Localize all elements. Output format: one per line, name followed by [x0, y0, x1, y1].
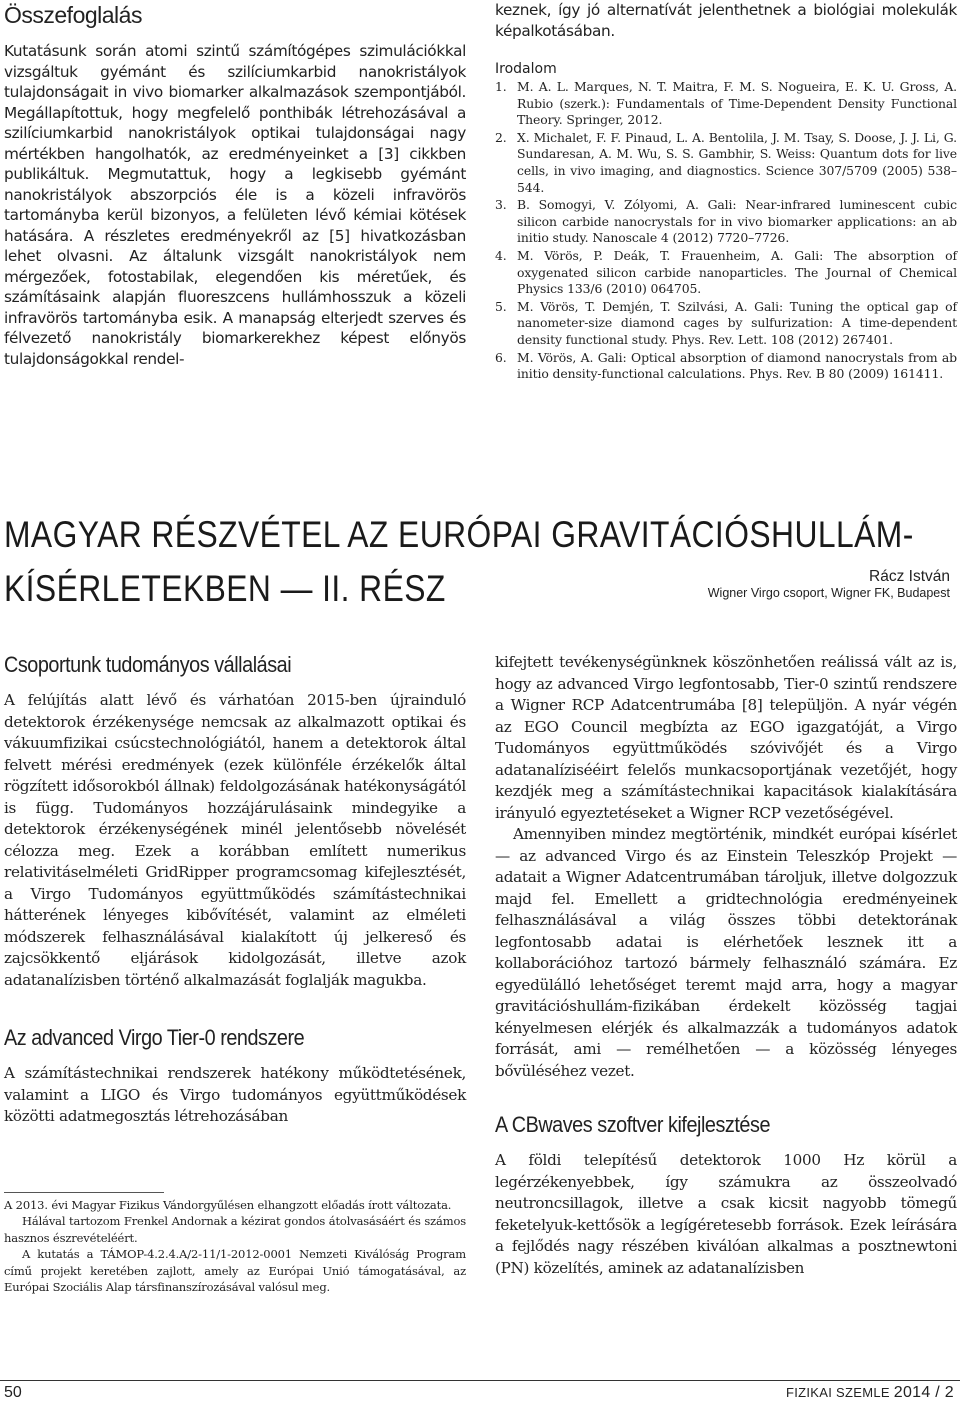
section-text: kifejtett tevékenységünknek köszönhetően reálissá vált az is, hogy az advanced Virgo legfontosabb, Tier-0 szintű rendszere a Wigner RCP Adatcentrumába [8] települjön. A nyár végén az EGO Council megbízta az EGO igazgatóját, a Virgo Tudományos együttműködés szóvivőjét és a Virgo adatanalízisééirt felelős munkacsoportjának vezetőjét, hogy kezdjék meg a számítástechnikai kapacitások kialakítására irányuló egyeztetéseket a Wigner RCP vezetőségével. [495, 653, 957, 822]
author-affiliation: Wigner Virgo csoport, Wigner FK, Budapest [707, 586, 950, 600]
references-heading: Irodalom [495, 61, 557, 77]
journal-name: FIZIKAI SZEMLE [785, 1385, 890, 1400]
reference-text: B. Somogyi, V. Zólyomi, A. Gali: Near-infrared luminescent cubic silicon carbide nanocrystals for in vivo biomarker applications: an ab initio study. Nanoscale 4 (2012) 7720–7726. [517, 197, 957, 246]
article-left-column [4, 652, 466, 1128]
reference-text: X. Michalet, F. F. Pinaud, L. A. Bentolila, J. M. Tsay, S. Doose, J. J. Li, G. Sundaresan, A. M. Wu, S. S. Gambhir, S. Weiss: Quantum dots for live cells, in vivo imaging, and diagnostics. Science 307/5709 (2005) 538–544. [517, 129, 957, 195]
footnote-text: A 2013. évi Magyar Fizikus Vándorgyűlésen elhangzott előadás írott változata. [4, 1198, 452, 1212]
reference-text: M. A. L. Marques, N. T. Maitra, F. M. S. Nogueira, E. K. U. Gross, A. Rubio (szerk.): Fundamentals of Time-Dependent Density Functional Theory. Springer, 2012. [517, 79, 957, 128]
reference-item [495, 79, 957, 129]
reference-number: 1. [495, 79, 507, 94]
references-column [495, 0, 957, 384]
reference-item [495, 130, 957, 196]
section-text: A felújítás alatt lévő és várhatóan 2015-ben újrainduló detektorok érzékenysége nemcsak az alkalmazott optikai és vákuumfizikai csúcstechnológiától, hanem a detektorok által felvett mérési eredmények (ezek különféle érzékelők által rögzített idősorokból állnak) feldolgozásának hatékonyságától is függ. Tudományos hozzájárulásaink mindegyike a detektorok érzékenységének minél jelentősebb növelését célozza meg. Ezek a korábban említett numerikus relativitáselméleti GridRipper programcsomag kifejlesztését, a Virgo Tudományos együttműködés számítástechnikai hátterének lényeges kibővítését, valamint az elméleti módszerek felhasználásával kialakított új jelkereső és zajcsökkentő eljárások kidolgozását, illetve azok adatanalízisben történő alkalmazását foglalják magukba. [4, 691, 466, 989]
reference-number: 4. [495, 247, 507, 263]
reference-number: 2. [495, 129, 507, 145]
reference-text: M. Vörös, A. Gali: Optical absorption of diamond nanocrystals from ab initio density-functional calculations. Phys. Rev. B 80 (2009) 161411. [517, 349, 957, 382]
section-text: A számítástechnikai rendszerek hatékony működtetésének, valamint a LIGO és Virgo tudományos együttműködések közötti adatmegosztás létrehozásában [4, 1064, 466, 1125]
summary-continuation: keznek, így jó alternatívát jelenthetnek a biológiai molekulák képalkotásában. [495, 1, 957, 40]
footer-rule [0, 1380, 960, 1381]
reference-item [495, 248, 957, 298]
reference-number: 5. [495, 298, 507, 314]
journal-footer [786, 1384, 954, 1402]
reference-item [495, 197, 957, 247]
author-block [708, 568, 950, 600]
author-name: Rácz István [869, 568, 950, 585]
reference-item [495, 299, 957, 349]
footnote-text: Hálával tartozom Frenkel Andornak a kézirat gondos átolvasásáért és számos hasznos észrevételéért. [4, 1214, 466, 1245]
footnote-text: A kutatás a TÁMOP-4.2.4.A/2-11/1-2012-0001 Nemzeti Kiválóság Program című projekt keretében zajlott, amely az Európai Unió támogatásával, az Európai Szociális Alap társfinanszírozásával valósul meg. [4, 1247, 466, 1295]
section-heading: A CBwaves szoftver kifejlesztése [495, 1112, 771, 1137]
reference-number: 6. [495, 349, 507, 365]
article-right-column [495, 652, 957, 1279]
article-title-line-1: MAGYAR RÉSZVÉTEL AZ EURÓPAI GRAVITÁCIÓSHULLÁM- [4, 514, 914, 555]
section-heading: Csoportunk tudományos vállalásai [4, 652, 292, 677]
journal-issue: 2014 / 2 [893, 1384, 954, 1401]
footnote-divider [4, 1192, 164, 1193]
page-number: 50 [4, 1384, 22, 1401]
summary-column [4, 0, 466, 369]
section-text: Amennyiben mindez megtörténik, mindkét európai kísérlet — az advanced Virgo és az Einstein Teleszkóp Projekt — adatait a Wigner Adatcentrumában tároljuk, illetve dolgozzuk majd fel. Emellett a gridtechnológia eredményeinek felhasználásával a világ összes többi detektorának legfontosabb adatai is elérhetőek lesznek itt a kollaborációhoz tartozó bármely felhasználó számára. Ez egyedülálló lehetőséget teremt majd arra, hogy a magyar gravitációshullám-fizikában érdekelt közösség tagjai kényelmesen elérjék és alkalmazzák a tudományos adatok forrását, ami — remélhetően — a közösség lényeges bővüléséhez vezet. [495, 825, 957, 1080]
section-text: A földi telepítésű detektorok 1000 Hz körül a legérzékenyebbek, így számukra az összeolvadó neutroncsillagok, illetve a csak kicsit nagyobb tömegű feketelyuk-kettősök a legígéretesebb források. Ezek leírására a fejlődés nagy részében kiválóan alkalmas a posztnewtoni (PN) közelítés, aminek az adatanalízisben [495, 1151, 957, 1277]
reference-list [495, 79, 957, 383]
summary-text: Kutatásunk során atomi szintű számítógépes szimulációkkal vizsgáltuk gyémánt és szilíciumkarbid nanokristályok tulajdonságait in vivo biomarker alkalmazások szempontjából. Megállapítottuk, hogy megfelelő ponthibák létrehozásával a szilíciumkarbid nanokristályok optikai tulajdonságai nagy mértékben hangolhatók, az eredményeinket a [3] cikkben publikáltuk. Megmutattuk, hogy a legkisebb gyémánt nanokristályok abszorpciós éle is a közeli infravörös tartományba kerül bizonyos, a felületen lévő kémiai kötések hatására. A részletes eredményekről az [5] hivatkozásban lehet olvasni. Az általunk vizsgált nanokristályok nem mérgezőek, fotostabilak, elegendően kis méretűek, és számításaink alapján fluoreszcens hullámhosszuk a közeli infravörös tartományba esik. A manapság elterjedt szerves és félvezető nanokristály biomarkerekhez képest előnyös tulajdonságokkal rendel- [4, 42, 466, 368]
footnote [4, 1197, 466, 1295]
summary-heading: Összefoglalás [4, 2, 142, 28]
section-heading: Az advanced Virgo Tier-0 rendszere [4, 1025, 305, 1050]
reference-text: M. Vörös, P. Deák, T. Frauenheim, A. Gali: The absorption of oxygenated silicon carbide nanoparticles. The Journal of Chemical Physics 133/6 (2010) 064705. [517, 247, 957, 297]
reference-item [495, 350, 957, 383]
reference-number: 3. [495, 197, 507, 213]
reference-text: M. Vörös, T. Demjén, T. Szilvási, A. Gali: Tuning the optical gap of nanometer-size diamond cages by sulfurization: A time-dependent density functional study. Phys. Rev. Lett. 108 (2012) 267401. [517, 298, 957, 347]
article-title-line-2: KÍSÉRLETEKBEN — II. RÉSZ [4, 568, 446, 609]
